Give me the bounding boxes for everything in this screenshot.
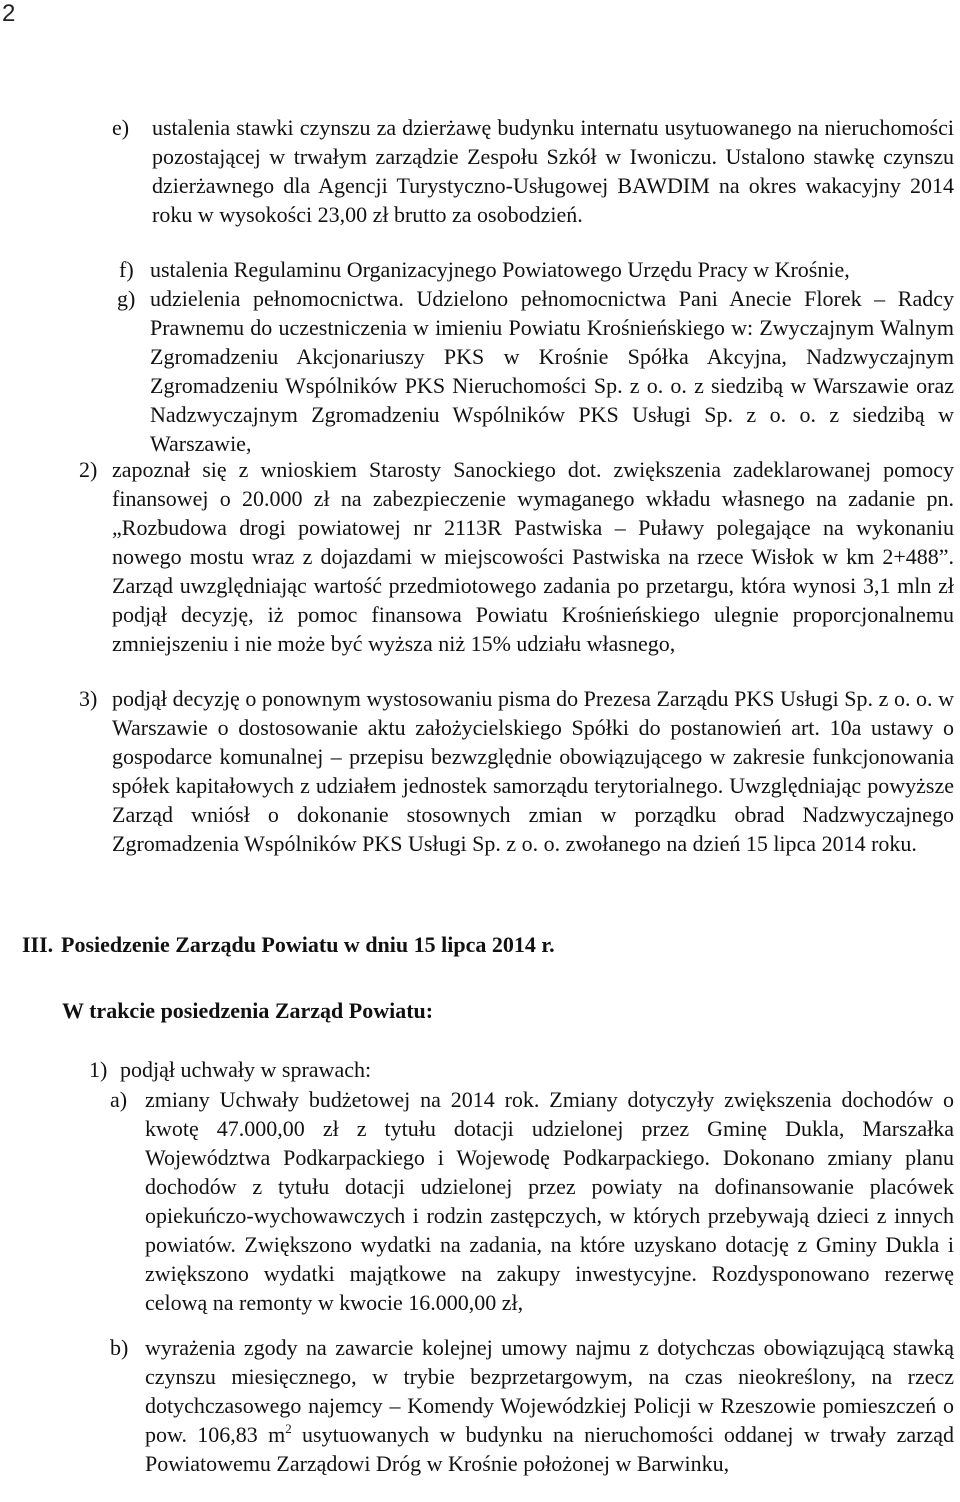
list-marker: a)	[110, 1087, 128, 1112]
list-marker: g)	[117, 286, 136, 311]
list-item-text: ustalenia stawki czynszu za dzierżawę budynku internatu usytuowanego na nieruchomości pozostającej w trwałym zarządzie Zespołu Szkół w Iwoniczu. Ustalono stawkę czynszu dzierżawnego dla Agencji Turystyczno-Usługowej BAWDIM na okres wakacyjny 2014 roku w wysokości 23,00 zł brutto za osobodzień.	[152, 115, 954, 227]
list-marker: e)	[112, 115, 130, 140]
section-number: III.	[22, 932, 54, 957]
page-number: 2	[2, 0, 16, 27]
list-item-text: zmiany Uchwały budżetowej na 2014 rok. Zmiany dotyczyły zwiększenia dochodów o kwotę 47.000,00 zł z tytułu dotacji udzielonej przez Gminę Dukla, Marszałka Województwa Podkarpackiego i Wojewodę Podkarpackiego. Dokonano zmiany planu dochodów z tytułu dotacji udzielonej przez powiaty na dofinansowanie placówek opiekuńczo-wychowawczych i rodzin zastępczych, w których przebywają dzieci z innych powiatów. Zwiększono wydatki na zadania, na które uzyskano dotację z Gminy Dukla i zwiększono wydatki majątkowe na zakupy inwestycyjne. Rozdysponowano rezerwę celową na remonty w kwocie 16.000,00 zł,	[145, 1087, 954, 1315]
list-item-text: udzielenia pełnomocnictwa. Udzielono pełnomocnictwa Pani Anecie Florek – Radcy Prawnemu do uczestniczenia w imieniu Powiatu Krośnieńskiego w: Zwyczajnym Walnym Zgromadzeniu Akcjonariuszy PKS w Krośnie Spółka Akcyjna, Nadzwyczajnym Zgromadzeniu Wspólników PKS Nieruchomości Sp. z o. o. z siedzibą w Warszawie oraz Nadzwyczajnym Zgromadzeniu Wspólników PKS Usługi Sp. z o. o. z siedzibą w Warszawie,	[150, 286, 954, 456]
list-item-text	[145, 1333, 954, 1478]
list-marker: 3)	[79, 686, 98, 711]
list-marker: 1)	[89, 1057, 108, 1082]
text-before-superscript: wyrażenia zgody na zawarcie kolejnej umowy najmu z dotychczas obowiązującą stawką czynszu miesięcznego, w trybie bezprzetargowym, na czas nieokreślony, na rzecz dotychczasowego najemcy – Komendy Wojewódzkiej Policji w Rzeszowie pomieszczeń o pow. 106,83 m	[145, 1335, 954, 1447]
list-item-text: zapoznał się z wnioskiem Starosty Sanockiego dot. zwiększenia zadeklarowanej pomocy finansowej o 20.000 zł na zabezpieczenie wymaganego wkładu własnego na zadanie pn. „Rozbudowa drogi powiatowej nr 2113R Pastwiska – Puławy polegające na wykonaniu nowego mostu wraz z dojazdami w miejscowości Pastwiska na rzece Wisłok w km 2+488”. Zarząd uwzględniając wartość przedmiotowego zadania po przetargu, która wynosi 3,1 mln zł podjął decyzję, iż pomoc finansowa Powiatu Krośnieńskiego ulegnie proporcjonalnemu zmniejszeniu i nie może być wyższa niż 15% udziału własnego,	[112, 457, 954, 656]
list-item-text: podjął decyzję o ponownym wystosowaniu pisma do Prezesa Zarządu PKS Usługi Sp. z o. o. w Warszawie o dostosowanie aktu założycielskiego Spółki do postanowień art. 10a ustawy o gospodarce komunalnej – przepisu bezwzględnie obowiązującego w zakresie funkcjonowania spółek kapitałowych z udziałem jednostek samorządu terytorialnego. Uwzględniając powyższe Zarząd wniósł o dokonanie stosownych zmian w porządku obrad Nadzwyczajnego Zgromadzenia Wspólników PKS Usługi Sp. z o. o. zwołanego na dzień 15 lipca 2014 roku.	[112, 686, 954, 856]
list-marker: b)	[110, 1335, 129, 1360]
list-marker: 2)	[79, 457, 98, 482]
text-after-superscript: usytuowanych w budynku na nieruchomości oddanej w trwały zarząd Powiatowemu Zarządowi Dróg w Krośnie położonej w Barwinku,	[145, 1422, 954, 1476]
section-title: Posiedzenie Zarządu Powiatu w dniu 15 lipca 2014 r.	[61, 932, 555, 957]
section-subtitle: W trakcie posiedzenia Zarząd Powiatu:	[62, 998, 434, 1023]
list-marker: f)	[119, 257, 134, 282]
list-item-text: podjął uchwały w sprawach:	[120, 1057, 372, 1082]
superscript: 2	[285, 1421, 292, 1436]
list-item-text: ustalenia Regulaminu Organizacyjnego Powiatowego Urzędu Pracy w Krośnie,	[150, 257, 850, 282]
